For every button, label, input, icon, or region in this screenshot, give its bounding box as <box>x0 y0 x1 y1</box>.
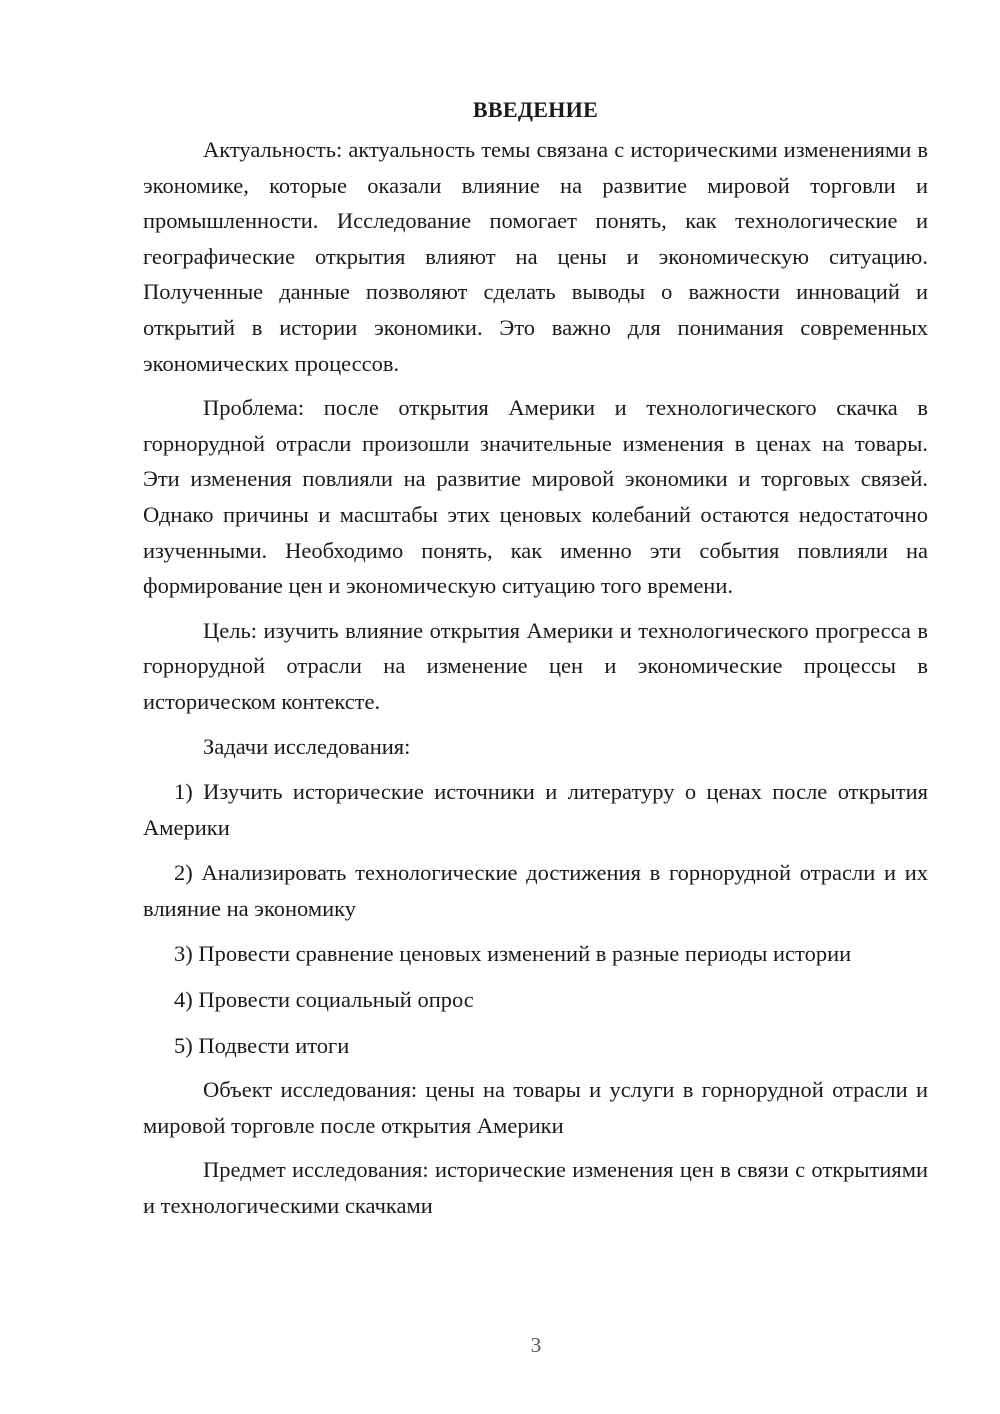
problem-paragraph: Проблема: после открытия Америки и технологического скачка в горнорудной отрасли произошли значительные изменения в ценах на товары. Эти изменения повлияли на развитие мировой экономики и торговых связей. Однако причины и масштабы этих ценовых колебаний остаются недостаточно изученными. Необходимо понять, как именно эти события повлияли на формирование цен и экономическую ситуацию того времени. <box>143 395 928 599</box>
list-item: 4) Провести социальный опрос <box>174 987 474 1013</box>
relevance-paragraph: Актуальность: актуальность темы связана с историческими изменениями в экономике, которые оказали влияние на развитие мировой торговли и промышленности. Исследование помогает понять, как технологические и географические открытия влияют на цены и экономическую ситуацию. Полученные данные позволяют сделать выводы о важности инноваций и открытий в истории экономики. Это важно для понимания современных экономических процессов. <box>143 137 928 376</box>
list-item: 5) Подвести итоги <box>174 1032 350 1058</box>
object-paragraph: Объект исследования: цены на товары и услуги в горнорудной отрасли и мировой торговле после открытия Америки <box>143 1077 928 1138</box>
goal-paragraph: Цель: изучить влияние открытия Америки и технологического прогресса в горнорудной отрасли на изменение цен и экономические процессы в историческом контексте. <box>143 617 928 714</box>
list-item: 2) Анализировать технологические достижения в горнорудной отрасли и их влияние на экономику <box>143 860 928 921</box>
tasks-title: Задачи исследования: <box>203 733 411 759</box>
page-number: 3 <box>530 1333 542 1357</box>
page-title: ВВЕДЕНИЕ <box>472 97 599 122</box>
subject-paragraph: Предмет исследования: исторические изменения цен в связи с открытиями и технологическими скачками <box>143 1157 928 1219</box>
list-item: 1) Изучить исторические источники и литературу о ценах после открытия Америки <box>143 779 928 840</box>
list-item: 3) Провести сравнение ценовых изменений в разные периоды истории <box>174 941 852 967</box>
document-page <box>143 90 928 1224</box>
tasks-list <box>143 774 928 1063</box>
